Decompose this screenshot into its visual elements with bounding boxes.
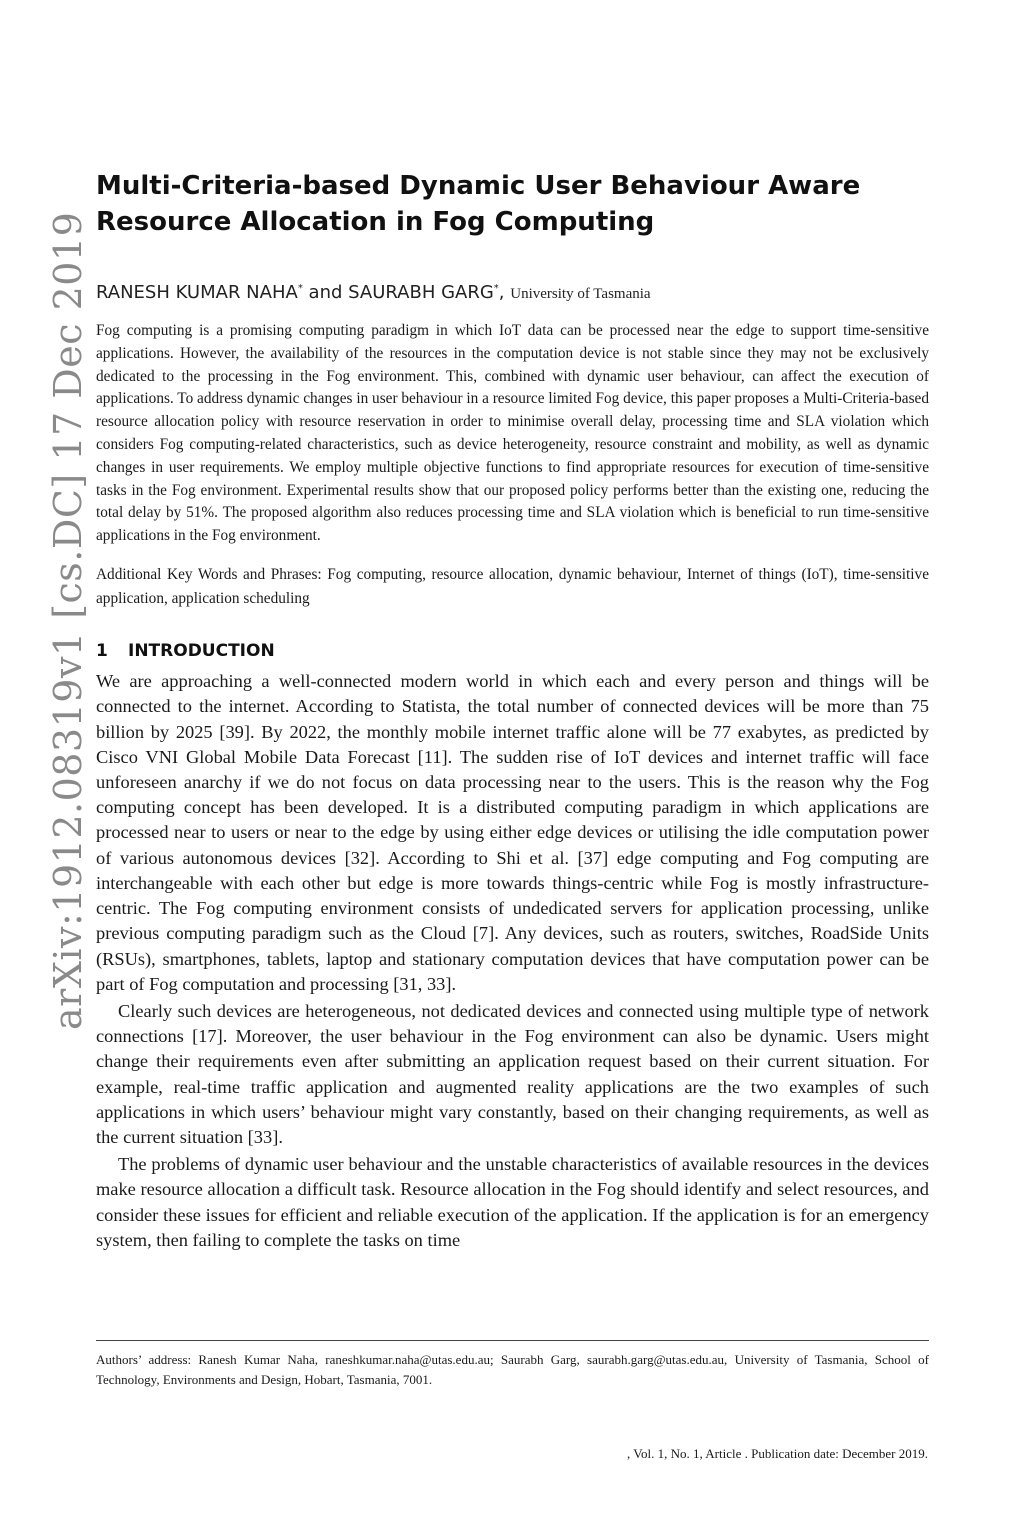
author-2-mark: * [493, 283, 499, 294]
author-1: RANESH KUMAR NAHA [96, 282, 298, 303]
body-paragraph-3: The problems of dynamic user behaviour and the unstable characteristics of available resources in the devices make resource allocation a difficult task. Resource allocation in the Fog should identify and select resources, and consider these issues for efficient and reliable execution of the application. If the application is for an emergency system, then failing to complete the tasks on time [96, 1154, 929, 1250]
author-line [96, 282, 929, 303]
keywords: Additional Key Words and Phrases: Fog computing, resource allocation, dynamic behaviour, Internet of things (IoT), time-sensitive application, application scheduling [96, 566, 929, 608]
section-title: INTRODUCTION [128, 641, 275, 662]
footnote-divider [96, 1340, 929, 1341]
body-paragraph-2: Clearly such devices are heterogeneous, not dedicated devices and connected using multiple type of network connections [17]. Moreover, the user behaviour in the Fog environment can also be dynamic. Users might change their requirements even after submitting an application request based on their current situation. For example, real-time traffic application and augmented reality applications are the two examples of such applications in which users’ behaviour might vary constantly, based on their changing requirements, as well as the current situation [33]. [96, 1000, 929, 1147]
paper-title [96, 168, 929, 240]
arxiv-identifier: arXiv:1912.08319v1 [cs.DC] 17 Dec 2019 [46, 211, 90, 1030]
body-paragraph-1: We are approaching a well-connected modern world in which each and every person and things will be connected to the internet. According to Statista, the total number of connected devices will be more than 75 billion by 2025 [39]. By 2022, the monthly mobile internet traffic alone will be 77 exabytes, as predicted by Cisco VNI Global Mobile Data Forecast [11]. The sudden rise of IoT devices and internet traffic will face unforeseen anarchy if we do not focus on data processing near to the users. This is the reason why the Fog computing concept has been developed. It is a distributed computing paradigm in which applications are processed near to users or near to the edge by using either edge devices or utilising the idle computation power of various autonomous devices [32]. According to Shi et al. [37] edge computing and Fog computing are interchangeable with each other but edge is more towards things-centric while Fog is mostly infrastructure-centric. The Fog computing environment consists of undedicated servers for application processing, unlike previous computing paradigm such as the Cloud [7]. Any devices, such as routers, switches, RoadSide Units (RSUs), smartphones, tablets, laptop and stationary computation devices that have computation power can be part of Fog computation and processing [31, 33]. [96, 671, 929, 994]
authors-address-footnote: Authors’ address: Ranesh Kumar Naha, raneshkumar.naha@utas.edu.au; Saurabh Garg, saurabh.garg@utas.edu.au, University of Tasmania, School of Technology, Environments and Design, Hobart, Tasmania, 7001. [96, 1352, 929, 1387]
section-heading [96, 641, 929, 661]
author-affiliation: University of Tasmania [510, 286, 651, 302]
section-number: 1 [96, 641, 108, 662]
author-1-mark: * [297, 283, 303, 294]
title-line-2: Resource Allocation in Fog Computing [96, 207, 655, 237]
author-separator: , [498, 282, 511, 303]
author-2: SAURABH GARG [348, 282, 494, 303]
title-line-1: Multi-Criteria-based Dynamic User Behaviour Aware [96, 171, 861, 201]
paper-content [96, 168, 929, 1253]
author-conjunction: and [302, 282, 349, 303]
publication-footer: , Vol. 1, No. 1, Article . Publication date: December 2019. [627, 1446, 928, 1461]
abstract: Fog computing is a promising computing paradigm in which IoT data can be processed near the edge to support time-sensitive applications. However, the availability of the resources in the computation device is not stable since they may not be exclusively dedicated to the processing in the Fog environment. This, combined with dynamic user behaviour, can affect the execution of applications. To address dynamic changes in user behaviour in a resource limited Fog device, this paper proposes a Multi-Criteria-based resource allocation policy with resource reservation in order to minimise overall delay, processing time and SLA violation which considers Fog computing-related characteristics, such as device heterogeneity, resource constraint and mobility, as well as dynamic changes in user requirements. We employ multiple objective functions to find appropriate resources for execution of time-sensitive tasks in the Fog environment. Experimental results show that our proposed policy performs better than the existing one, reducing the total delay by 51%. The proposed algorithm also reduces processing time and SLA violation which is beneficial to run time-sensitive applications in the Fog environment. [96, 322, 929, 545]
